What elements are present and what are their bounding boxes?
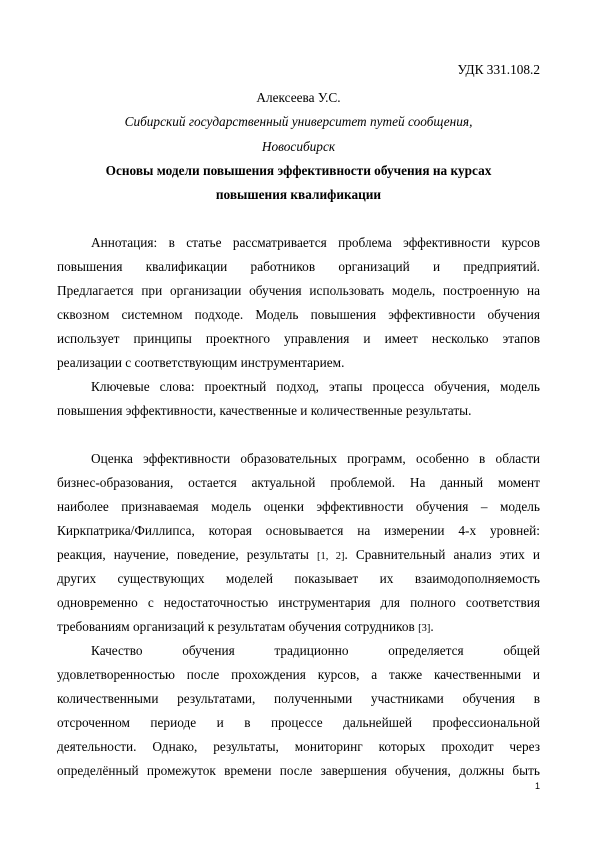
body-line: удовлетворенностью после прохождения курсов, а также качественными и: [57, 667, 540, 682]
body-line: деятельности. Однако, результаты, мониторинг которых проходит через: [57, 739, 540, 754]
body-line-with-citation: [57, 619, 540, 637]
abstract-line: Аннотация: в статье рассматривается проблема эффективности курсов: [91, 235, 540, 250]
body-line: отсроченном периоде и в процессе дальнейшей профессиональной: [57, 715, 540, 730]
body-line: одновременно с недостаточностью инструментария для полного соответствия: [57, 595, 540, 610]
abstract-line: сквозном системном подходе. Модель повышения эффективности обучения: [57, 307, 540, 322]
abstract-line: повышения квалификации работников организаций и предприятий.: [57, 259, 540, 274]
keywords-line: повышения эффективности, качественные и количественные результаты.: [57, 403, 472, 418]
abstract-line: Предлагается при организации обучения использовать модель, построенную на: [57, 283, 540, 298]
body-line: бизнес-образования, остается актуальной проблемой. На данный момент: [57, 475, 540, 490]
abstract-line: реализации с соответствующим инструментарием.: [57, 355, 345, 370]
body-line: Оценка эффективности образовательных программ, особенно в области: [91, 451, 540, 466]
citation: [1, 2]: [317, 551, 345, 562]
author-affiliation-line2: Новосибирск: [261, 139, 336, 154]
body-text: реакция, научение, поведение, результаты: [57, 547, 318, 562]
body-line: определённый промежуток времени после завершения обучения, должны быть: [57, 763, 540, 778]
body-line-with-citation: [57, 547, 540, 565]
body-line: Качество обучения традиционно определяется общей: [91, 643, 540, 658]
paper-title-line2: повышения квалификации: [215, 187, 382, 202]
body-text: .: [430, 619, 434, 634]
body-line: наиболее признаваемая модель оценки эффективности обучения – модель: [57, 499, 540, 514]
body-line: Киркпатрика/Филлипса, которая основывается на измерении 4-х уровней:: [57, 523, 540, 538]
keywords-line: Ключевые слова: проектный подход, этапы процесса обучения, модель: [91, 379, 540, 394]
udc-code: УДК 331.108.2: [457, 62, 540, 77]
body-text: . Сравнительный анализ этих и: [344, 547, 540, 562]
body-text: требованиям организаций к результатам обучения сотрудников: [57, 619, 419, 634]
abstract-line: использует принципы проектного управления и имеет несколько этапов: [57, 331, 540, 346]
paper-title-line1: Основы модели повышения эффективности обучения на курсах: [105, 163, 492, 178]
author-affiliation-line1: Сибирский государственный университет путей сообщения,: [124, 114, 473, 129]
body-line: других существующих моделей показывает их взаимодополняемость: [57, 571, 540, 586]
page-number: 1: [534, 781, 540, 791]
author-name: Алексеева У.С.: [256, 90, 341, 105]
body-line: количественными результатами, полученными участниками обучения в: [57, 691, 540, 706]
citation: [3]: [418, 623, 431, 634]
